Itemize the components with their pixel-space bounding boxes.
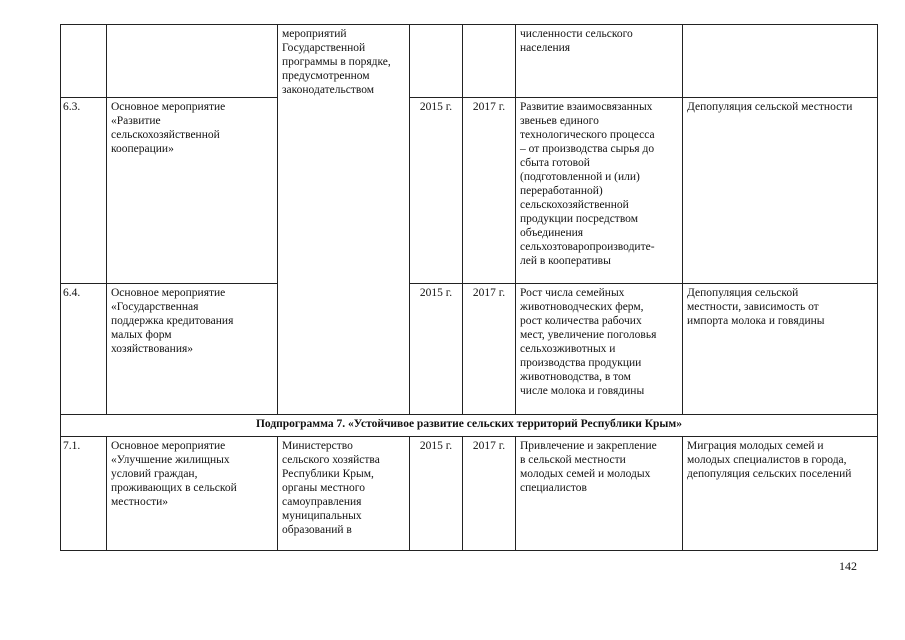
row-number-cell <box>61 25 107 98</box>
row-number: 6.4. <box>63 287 81 299</box>
row-number-cell <box>61 284 107 415</box>
start-year-cell <box>410 98 463 284</box>
expected-result-text: Привлечение и закрепление в сельской местности молодых семей и молодых специалистов <box>520 440 657 494</box>
start-year: 2015 г. <box>419 440 453 452</box>
end-year-cell <box>463 25 516 98</box>
executor-cell <box>278 437 410 551</box>
consequence-cell <box>683 284 878 415</box>
end-year: 2017 г. <box>472 287 506 299</box>
activity-name-cell <box>107 284 278 415</box>
table-row-6-3 <box>61 98 878 284</box>
start-year-cell <box>410 437 463 551</box>
end-year-cell <box>463 284 516 415</box>
expected-result-cell <box>516 437 683 551</box>
consequence-text: Миграция молодых семей и молодых специалистов в города, депопуляция сельских поселений <box>687 440 852 480</box>
consequence-cell <box>683 25 878 98</box>
end-year: 2017 г. <box>472 440 506 452</box>
executor-cell <box>278 25 410 415</box>
program-table <box>60 24 878 551</box>
end-year-cell <box>463 437 516 551</box>
page-number: 142 <box>839 559 857 573</box>
expected-result-cell <box>516 284 683 415</box>
activity-name-cell <box>107 98 278 284</box>
row-number-cell <box>61 98 107 284</box>
row-number: 6.3. <box>63 101 81 113</box>
start-year: 2015 г. <box>419 287 453 299</box>
expected-result-text: Рост числа семейных животноводческих ферм, рост количества рабочих мест, увеличение поголовья сельхозживотных и производства продукции животноводства, в том числе молока и говядины <box>520 287 657 397</box>
activity-name-cell <box>107 25 278 98</box>
table-row-6-4 <box>61 284 878 415</box>
executor-text: Министерство сельского хозяйства Республики Крым, органы местного самоуправления муниципальных образований в <box>282 440 380 536</box>
row-number: 7.1. <box>63 440 81 452</box>
expected-result-cell <box>516 98 683 284</box>
end-year: 2017 г. <box>472 101 506 113</box>
start-year: 2015 г. <box>419 101 453 113</box>
activity-name: Основное мероприятие «Развитие сельскохозяйственной кооперации» <box>111 101 226 155</box>
subprogram-title: Подпрограмма 7. «Устойчивое развитие сельских территорий Республики Крым» <box>255 418 682 430</box>
activity-name: Основное мероприятие «Улучшение жилищных условий граждан, проживающих в сельской местности» <box>111 440 237 508</box>
executor-text: мероприятий Государственной программы в порядке, предусмотренном законодательством <box>282 28 391 96</box>
consequence-text: Депопуляция сельской местности, зависимость от импорта молока и говядины <box>687 287 825 327</box>
consequence-cell <box>683 437 878 551</box>
expected-result-text: численности сельского населения <box>520 28 633 54</box>
subprogram-title-cell <box>61 415 878 437</box>
end-year-cell <box>463 98 516 284</box>
consequence-text: Депопуляция сельской местности <box>687 101 853 113</box>
subprogram-header-row <box>61 415 878 437</box>
expected-result-cell <box>516 25 683 98</box>
expected-result-text: Развитие взаимосвязанных звеньев единого технологического процесса – от производства сырья до сбыта готовой (подготовленной и (или) переработанной) сельскохозяйственной продукции посредством объединения сельхозтоваропроизводите- лей в кооперативы <box>520 101 655 267</box>
row-number-cell <box>61 437 107 551</box>
table-row-7-1 <box>61 437 878 551</box>
start-year-cell <box>410 25 463 98</box>
start-year-cell <box>410 284 463 415</box>
consequence-cell <box>683 98 878 284</box>
activity-name: Основное мероприятие «Государственная поддержка кредитования малых форм хозяйствования» <box>111 287 234 355</box>
activity-name-cell <box>107 437 278 551</box>
table-row-continuation <box>61 25 878 98</box>
